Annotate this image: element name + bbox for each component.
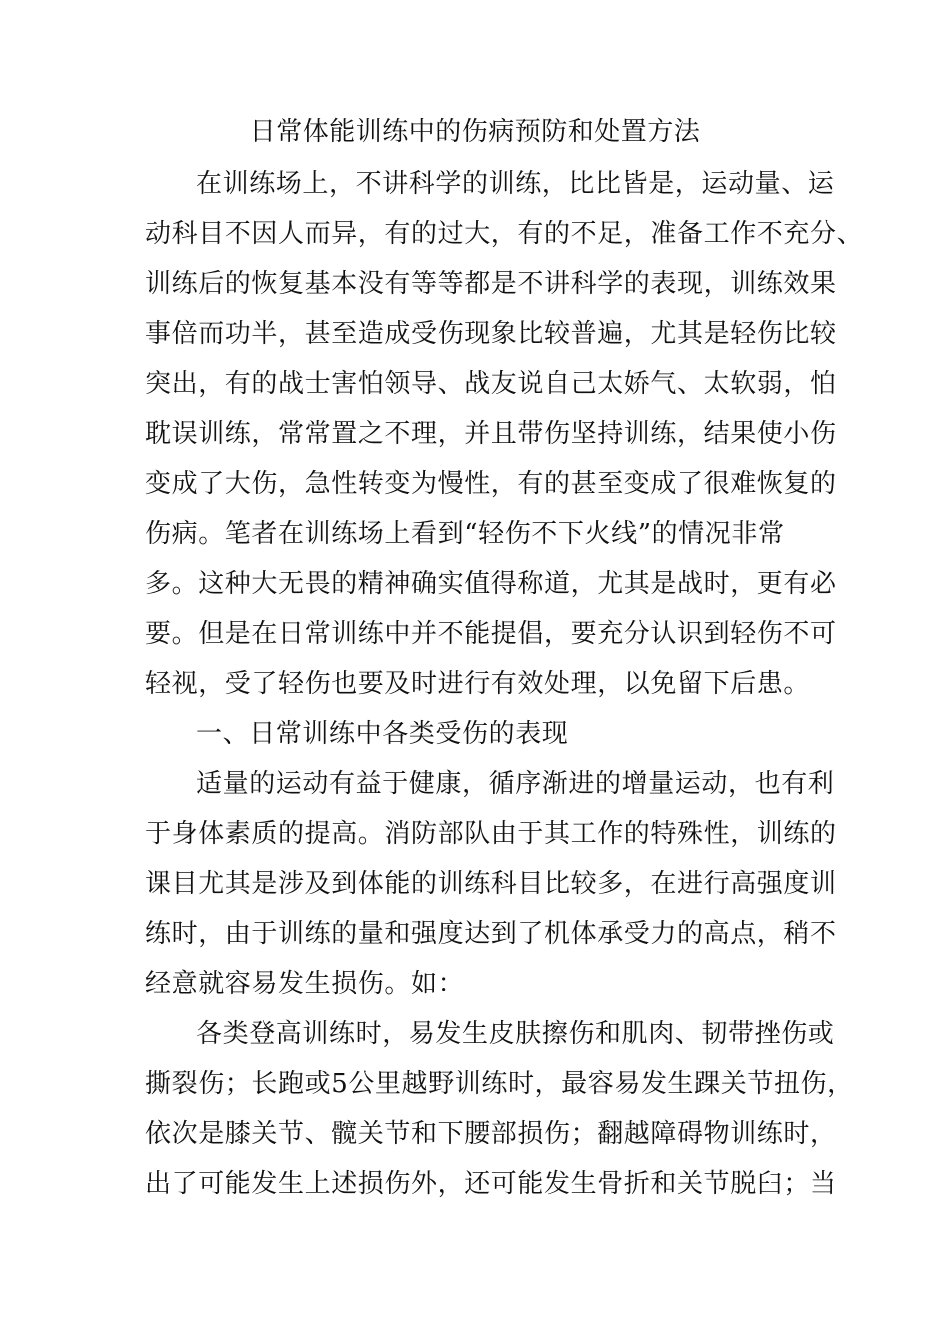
paragraph-line: 练时，由于训练的量和强度达到了机体承受力的高点，稍不	[145, 919, 837, 949]
paragraph-line: 伤病。笔者在训练场上看到“轻伤不下火线”的情况非常	[145, 519, 785, 549]
paragraph-line: 在训练场上，不讲科学的训练，比比皆是，运动量、运	[196, 169, 835, 199]
paragraph-line: 出了可能发生上述损伤外，还可能发生骨折和关节脱臼；当	[145, 1169, 837, 1199]
paragraph-line: 突出，有的战士害怕领导、战友说自己太娇气、太软弱，怕	[145, 369, 837, 399]
paragraph-line: 经意就容易发生损伤。如：	[145, 969, 465, 999]
paragraph-line: 依次是膝关节、髋关节和下腰部损伤；翻越障碍物训练时，	[145, 1119, 837, 1149]
paragraph-line: 于身体素质的提高。消防部队由于其工作的特殊性，训练的	[145, 819, 837, 849]
paragraph-line: 动科目不因人而异，有的过大，有的不足，准备工作不充分、	[145, 219, 864, 249]
paragraph-line: 课目尤其是涉及到体能的训练科目比较多，在进行高强度训	[145, 869, 837, 899]
section-heading: 一、日常训练中各类受伤的表现	[196, 719, 569, 749]
paragraph-line: 撕裂伤；长跑或5公里越野训练时，最容易发生踝关节扭伤，	[145, 1069, 854, 1099]
paragraph-line: 事倍而功半，甚至造成受伤现象比较普遍，尤其是轻伤比较	[145, 319, 837, 349]
paragraph-line: 轻视，受了轻伤也要及时进行有效处理，以免留下后患。	[145, 669, 811, 699]
paragraph-line: 要。但是在日常训练中并不能提倡，要充分认识到轻伤不可	[145, 619, 837, 649]
document-title: 日常体能训练中的伤病预防和处置方法	[249, 117, 701, 147]
paragraph-line: 各类登高训练时，易发生皮肤擦伤和肌肉、韧带挫伤或	[196, 1019, 835, 1049]
paragraph-line: 训练后的恢复基本没有等等都是不讲科学的表现，训练效果	[145, 269, 837, 299]
paragraph-line: 多。这种大无畏的精神确实值得称道，尤其是战时，更有必	[145, 569, 837, 599]
paragraph-line: 耽误训练，常常置之不理，并且带伤坚持训练，结果使小伤	[145, 419, 837, 449]
paragraph-line: 适量的运动有益于健康，循序渐进的增量运动，也有利	[196, 769, 835, 799]
paragraph-line: 变成了大伤，急性转变为慢性，有的甚至变成了很难恢复的	[145, 469, 837, 499]
